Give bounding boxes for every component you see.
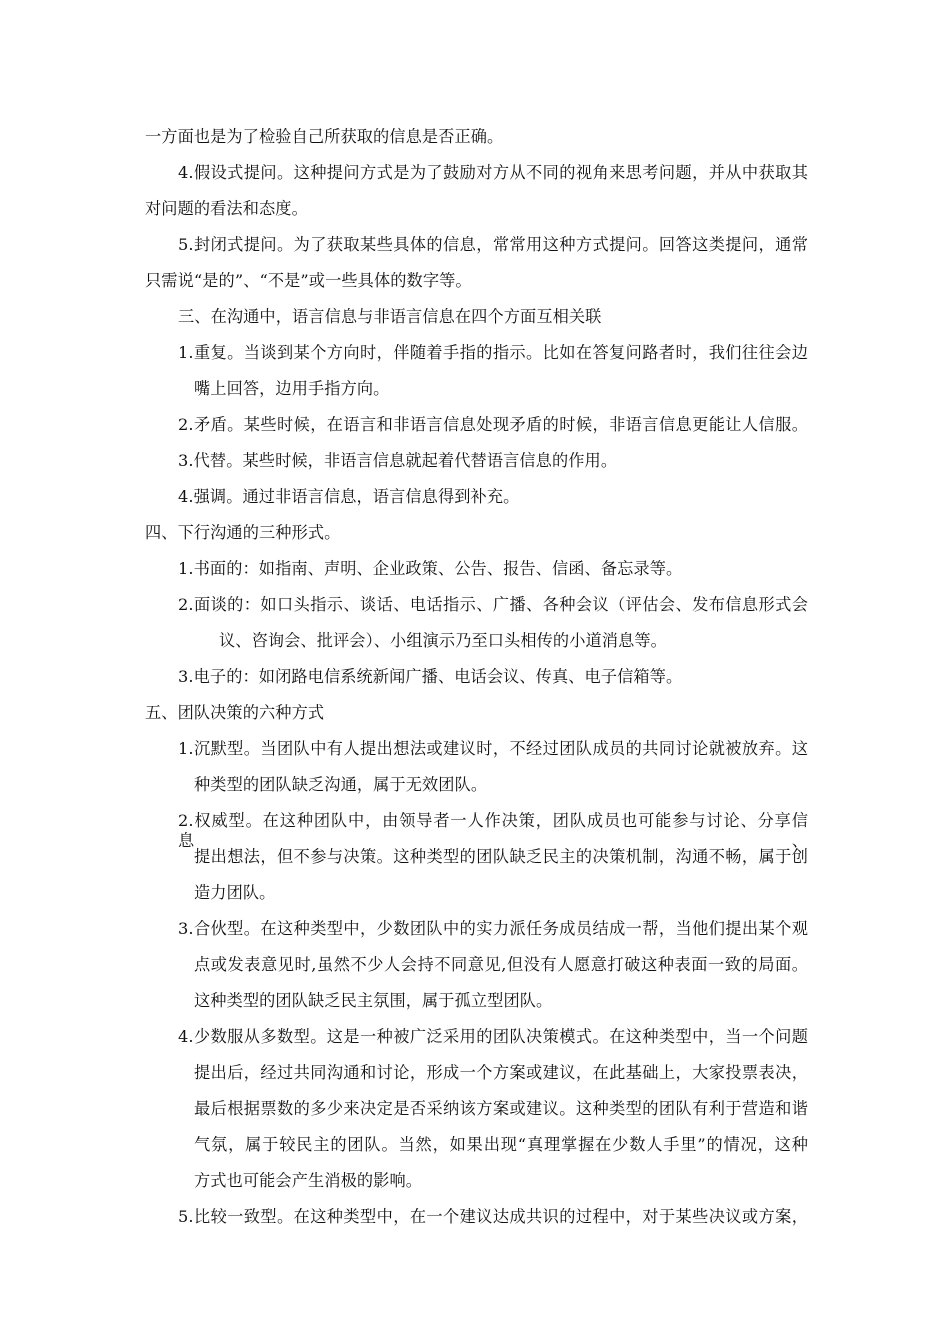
section-heading: 四、下行沟通的三种形式。 — [145, 523, 341, 542]
text-line: 点或发表意见时,虽然不少人会持不同意见,但没有人愿意打破这种表面一致的局面。 — [194, 955, 808, 974]
text-line: 造力团队。 — [194, 883, 276, 902]
list-item: 3.合伙型。在这种类型中，少数团队中的实力派任务成员结成一帮，当他们提出某个观 — [178, 919, 808, 938]
text-line: 方式也可能会产生消极的影响。 — [194, 1171, 423, 1190]
list-item: 3.电子的：如闭路电信系统新闻广播、电话会议、传真、电子信箱等。 — [178, 667, 683, 686]
text-line: 嘴上回答，边用手指方向。 — [194, 379, 390, 398]
text-line: 4.假设式提问。这种提问方式是为了鼓励对方从不同的视角来思考问题，并从中获取其 — [178, 163, 808, 182]
text-line: 气氛，属于较民主的团队。当然，如果出现“真理掌握在少数人手里”的情况，这种 — [194, 1135, 808, 1154]
text-line: 这种类型的团队缺乏民主氛围，属于孤立型团队。 — [194, 991, 553, 1010]
text-line: 对问题的看法和态度。 — [145, 199, 308, 218]
list-item: 1.重复。当谈到某个方向时，伴随着手指的指示。比如在答复问路者时，我们往往会边 — [178, 343, 808, 362]
text-line: 种类型的团队缺乏沟通，属于无效团队。 — [194, 775, 488, 794]
text-line: 议、咨询会、批评会）、小组演示乃至口头相传的小道消息等。 — [219, 631, 667, 650]
text-line: 一方面也是为了检验自己所获取的信息是否正确。 — [145, 127, 504, 146]
section-heading: 三、在沟通中，语言信息与非语言信息在四个方面互相关联 — [178, 307, 602, 326]
list-item: 2.矛盾。某些时候，在语言和非语言信息处现矛盾的时候，非语言信息更能让人信服。 — [178, 415, 808, 434]
text-line: 5.封闭式提问。为了获取某些具体的信息，常常用这种方式提问。回答这类提问，通常 — [178, 235, 808, 254]
list-item: 2.面谈的：如口头指示、谈话、电话指示、广播、各种会议（评估会、发布信息形式会 — [178, 595, 808, 614]
text-line: 提出想法，但不参与决策。这种类型的团队缺乏民主的决策机制，沟通不畅，属于创 — [194, 847, 808, 866]
text-line: 只需说“是的”、“不是”或一些具体的数字等。 — [145, 271, 472, 290]
text-line: 最后根据票数的多少来决定是否采纳该方案或建议。这种类型的团队有利于营造和谐 — [194, 1099, 808, 1118]
list-item: 1.沉默型。当团队中有人提出想法或建议时，不经过团队成员的共同讨论就被放弃。这 — [178, 739, 808, 758]
list-item: 3.代替。某些时候，非语言信息就起着代替语言信息的作用。 — [178, 451, 618, 470]
text-line: 提出后，经过共同沟通和讨论，形成一个方案或建议，在此基础上，大家投票表决， — [194, 1063, 808, 1082]
section-heading: 五、团队决策的六种方式 — [145, 703, 325, 722]
list-item: 1.书面的：如指南、声明、企业政策、公告、报告、信函、备忘录等。 — [178, 559, 683, 578]
list-item: 4.少数服从多数型。这是一种被广泛采用的团队决策模式。在这种类型中，当一个问题 — [178, 1027, 808, 1046]
list-item: 5.比较一致型。在这种类型中，在一个建议达成共识的过程中，对于某些决议或方案， — [178, 1207, 808, 1226]
list-item: 4.强调。通过非语言信息，语言信息得到补充。 — [178, 487, 520, 506]
list-item: 2.权威型。在这种团队中，由领导者一人作决策，团队成员也可能参与讨论、分享信息、 — [178, 811, 808, 850]
